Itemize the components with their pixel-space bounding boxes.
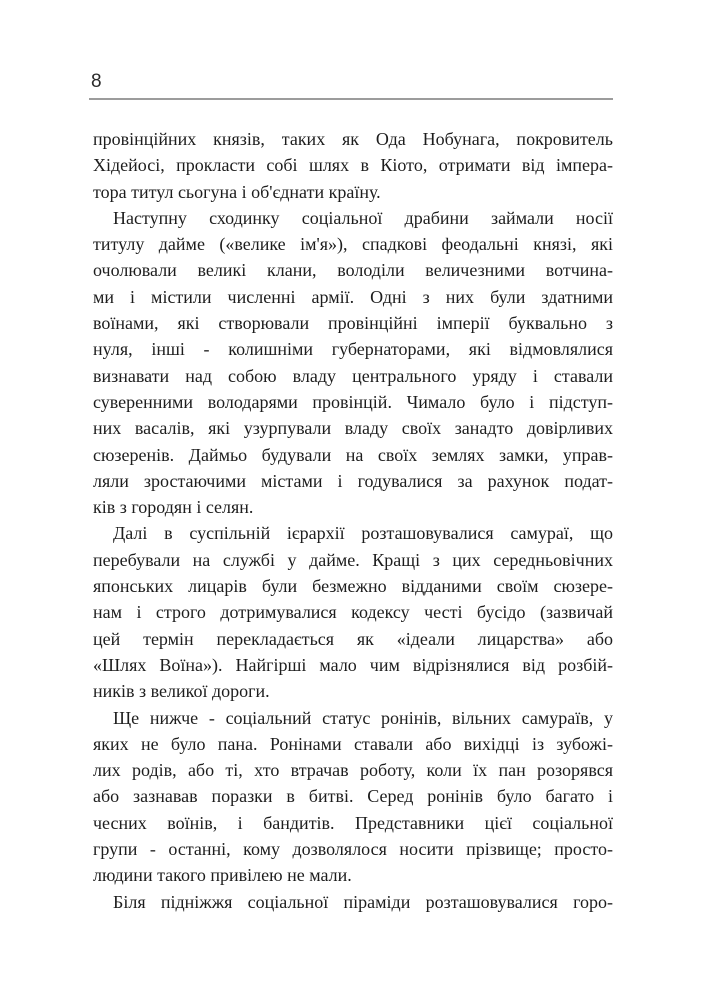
header-rule — [89, 98, 613, 100]
text-line: ми і містили численні армії. Одні з них були здатними — [93, 286, 613, 307]
paragraph — [93, 520, 613, 704]
text-line: людини такого привілею не мали. — [93, 865, 352, 886]
text-line: воїнами, які створювали провінційні імперії буквально з — [93, 313, 613, 334]
text-line: японських лицарів були безмежно відданими своїм сюзере- — [93, 576, 613, 597]
paragraph — [93, 126, 613, 205]
text-line: групи - останні, кому дозволялося носити прізвище; просто- — [93, 839, 613, 860]
text-line: яких не було пана. Ронінами ставали або вихідці із зубожі- — [93, 733, 613, 754]
text-line: провінційних князів, таких як Ода Нобунага, покровитель — [93, 129, 613, 149]
text-line: нуля, інші - колишніми губернаторами, які відмовлялися — [93, 339, 613, 360]
paragraph — [93, 205, 613, 521]
text-line: них васалів, які узурпували владу своїх занадто довірливих — [93, 418, 613, 439]
text-line: очолювали великі клани, володіли величезними вотчина- — [93, 260, 613, 281]
paragraph — [93, 889, 613, 915]
text-line: Далі в суспільній ієрархії розташовувалися самураї, що — [113, 523, 613, 544]
text-line: нам і строго дотримувалися кодексу честі бусідо (зазвичай — [93, 602, 613, 623]
text-line: суверенними володарями провінцій. Чимало було і підступ- — [93, 391, 613, 412]
text-line: чесних воїнів, і бандитів. Представники цієї соціальної — [93, 812, 613, 833]
text-line: сюзеренів. Даймьо будували на своїх землях замки, управ- — [93, 444, 613, 465]
text-line: або зазнавав поразки в битві. Серед ронінів було багато і — [93, 786, 613, 807]
text-line: Хідейосі, прокласти собі шлях в Кіото, отримати від імпера- — [93, 155, 613, 176]
text-line: визнавати над собою владу центрального уряду і ставали — [93, 365, 613, 386]
text-line: титулу дайме («велике ім'я»), спадкові феодальні князі, які — [93, 234, 613, 255]
paragraph — [93, 705, 613, 889]
text-line: цей термін перекладається як «ідеали лицарства» або — [93, 628, 613, 649]
page-number: 8 — [91, 71, 102, 92]
text-line: Наступну сходинку соціальної драбини займали носії — [113, 207, 613, 228]
text-line: ків з городян і селян. — [93, 497, 254, 518]
text-line: перебували на службі у дайме. Кращі з цих середньовічних — [93, 549, 613, 570]
text-line: Біля підніжжя соціальної піраміди розташовувалися горо- — [113, 891, 613, 912]
text-block — [93, 126, 613, 915]
text-line: ників з великої дороги. — [93, 681, 270, 702]
text-line: Ще нижче - соціальний статус ронінів, вільних самураїв, у — [113, 707, 613, 728]
text-line: тора титул сьогуна і об'єднати країну. — [93, 181, 381, 202]
text-line: лих родів, або ті, хто втрачав роботу, коли їх пан розорявся — [93, 760, 613, 781]
text-line: «Шлях Воїна»). Найгірші мало чим відрізнялися від розбій- — [93, 654, 613, 675]
text-line: ляли зростаючими містами і годувалися за рахунок подат- — [93, 470, 613, 491]
